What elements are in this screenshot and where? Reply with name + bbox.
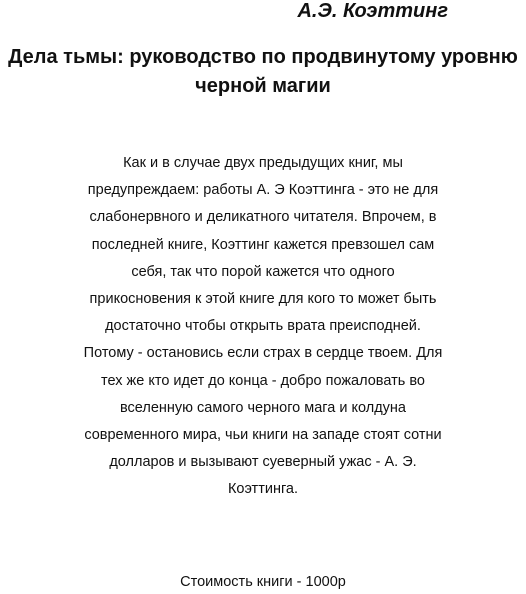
book-author: А.Э. Коэттинг [297,0,448,22]
description-paragraph-1: Как и в случае двух предыдущих книг, мы предупреждаем: работы А. Э Коэттинга - это не для слабонервного и деликатного читателя. Впрочем, в последней книге, Коэттинг кажется превзошел сам себя, так что порой кажется что одного прикосновения к этой книге для кого то может быть достаточно чтобы открыть врата преисподней. [87,155,439,335]
book-title: Дела тьмы: руководство по продвинутому уровню черной магии [8,46,518,97]
book-price: Стоимость книги - 1000р [180,574,346,590]
book-description [80,150,446,504]
description-paragraph-2: Потому - остановись если страх в сердце твоем. Для тех же кто идет до конца - добро пожаловать во вселенную самого черного мага и колдуна современного мира, чьи книги на западе стоят сотни долларов и вызывают суеверный ужас - А. Э. Коэттинга. [83,345,443,498]
